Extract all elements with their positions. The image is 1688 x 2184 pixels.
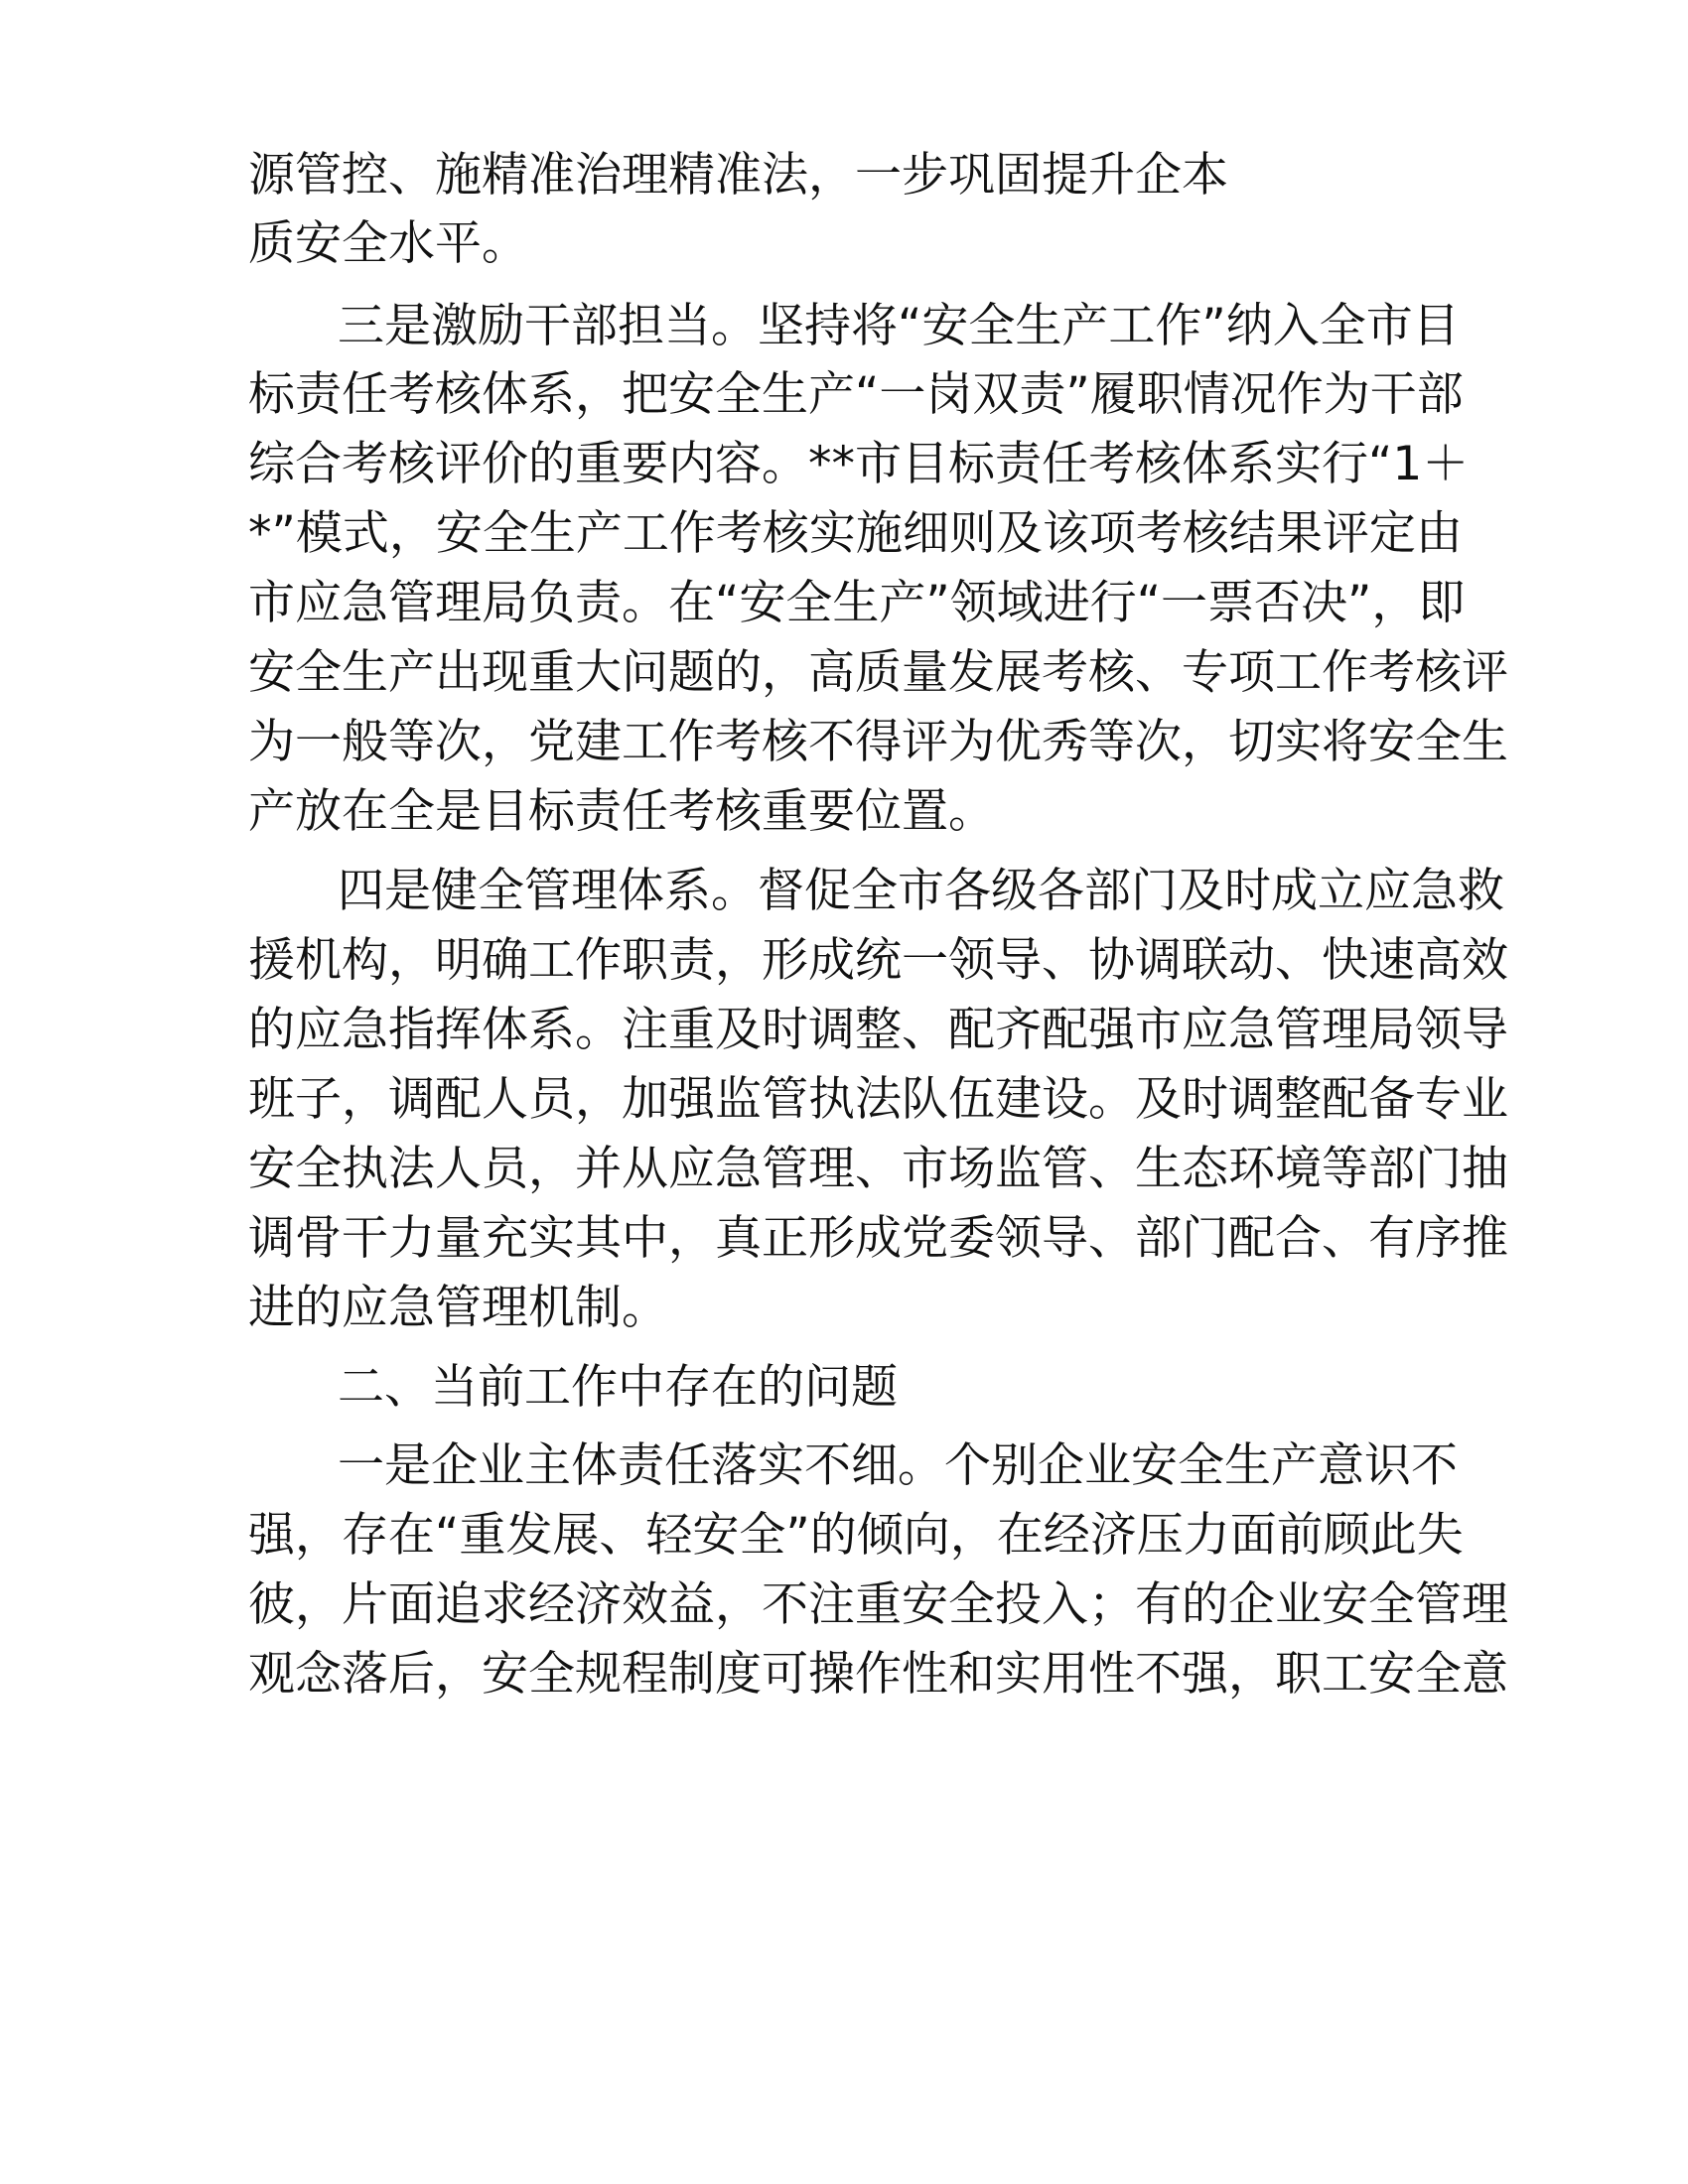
- paragraph-3-line-1: 三是激励干部担当。坚持将“安全生产工作”纳入全市目: [338, 299, 1460, 353]
- paragraph-3-line-4: *”模式，安全生产工作考核实施细则及该项考核结果评定由: [248, 506, 1463, 561]
- paragraph-3-line-5: 市应急管理局负责。在“安全生产”领域进行“一票否决”，即: [248, 576, 1466, 630]
- text-line-2: 质安全水平。: [248, 216, 528, 271]
- paragraph-4-line-4: 班子，调配人员，加强监管执法队伍建设。及时调整配备专业: [248, 1072, 1508, 1127]
- text-line-1: 源管控、施精准治理精准法，一步巩固提升企本: [248, 148, 1228, 203]
- paragraph-4-line-6: 调骨干力量充实其中，真正形成党委领导、部门配合、有序推: [248, 1211, 1508, 1266]
- paragraph-3-line-8: 产放在全是目标责任考核重要位置。: [248, 784, 995, 839]
- paragraph-5-line-3: 彼，片面追求经济效益，不注重安全投入；有的企业安全管理: [248, 1577, 1508, 1632]
- paragraph-3-line-3: 综合考核评价的重要内容。**市目标责任考核体系实行“1＋: [248, 437, 1470, 491]
- paragraph-4-line-7: 进的应急管理机制。: [248, 1281, 668, 1335]
- paragraph-4-line-1: 四是健全管理体系。督促全市各级各部门及时成立应急救: [338, 864, 1504, 918]
- paragraph-4-line-3: 的应急指挥体系。注重及时调整、配齐配强市应急管理局领导: [248, 1003, 1508, 1057]
- paragraph-4-line-5: 安全执法人员，并从应急管理、市场监管、生态环境等部门抽: [248, 1142, 1508, 1196]
- paragraph-3-line-7: 为一般等次，党建工作考核不得评为优秀等次，切实将安全生: [248, 715, 1508, 769]
- paragraph-4-line-2: 援机构，明确工作职责，形成统一领导、协调联动、快速高效: [248, 933, 1508, 988]
- paragraph-5-line-4: 观念落后，安全规程制度可操作性和实用性不强，职工安全意: [248, 1647, 1508, 1702]
- paragraph-5-line-1: 一是企业主体责任落实不细。个别企业安全生产意识不: [338, 1438, 1458, 1493]
- paragraph-3-line-6: 安全生产出现重大问题的，高质量发展考核、专项工作考核评: [248, 645, 1508, 700]
- paragraph-5-line-2: 强，存在“重发展、轻安全”的倾向，在经济压力面前顾此失: [248, 1508, 1464, 1563]
- paragraph-3-line-2: 标责任考核体系，把安全生产“一岗双责”履职情况作为干部: [248, 367, 1464, 422]
- section-heading: 二、当前工作中存在的问题: [338, 1360, 898, 1415]
